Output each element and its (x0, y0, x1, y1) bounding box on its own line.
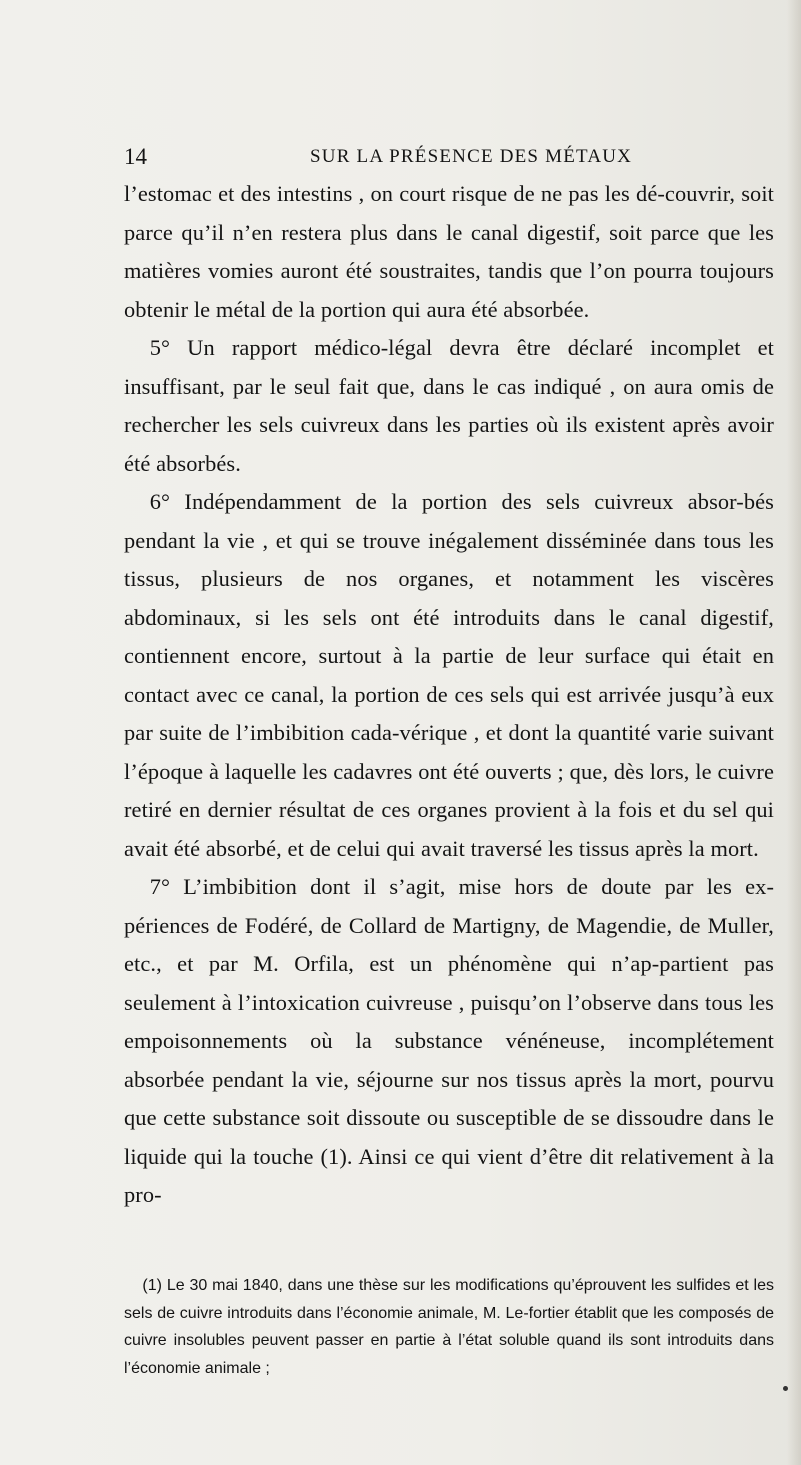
footnote: (1) Le 30 mai 1840, dans une thèse sur les modifications qu’éprouvent les sulfides et les sels de cuivre introduits dans l’économie animale, M. Le-fortier établit que les composés de cuivre insolubles peuvent passer en partie à l’état soluble quand ils sont introduits dans l’économie animale ; (124, 1277, 774, 1377)
page-header (124, 144, 774, 170)
paragraph-point-5: 5° Un rapport médico-légal devra être déclaré incomplet et insuffisant, par le seul fait que, dans le cas indiqué , on aura omis de rechercher les sels cuivreux dans les parties où ils existent après avoir été absorbés. (124, 335, 774, 476)
paragraph-point-6: 6° Indépendamment de la portion des sels cuivreux absor-bés pendant la vie , et qui se trouve inégalement disséminée dans tous les tissus, plusieurs de nos organes, et notamment les viscères abdominaux, si les sels ont été introduits dans le canal digestif, contiennent encore, surtout à la partie de leur surface qui était en contact avec ce canal, la portion de ces sels qui est arrivée jusqu’à eux par suite de l’imbibition cada-vérique , et dont la quantité varie suivant l’époque à laquelle les cadavres ont été ouverts ; que, dès lors, le cuivre retiré en dernier résultat de ces organes provient à la fois et du sel qui avait été absorbé, et de celui qui avait traversé les tissus après la mort. (124, 489, 774, 861)
body-text (124, 175, 774, 1215)
running-head: SUR LA PRÉSENCE DES MÉTAUX (310, 146, 633, 167)
page-edge-shadow (787, 0, 801, 1465)
paragraph-continuation: l’estomac et des intestins , on court risque de ne pas les dé-couvrir, soit parce qu’il n’en restera plus dans le canal digestif, soit parce que les matières vomies auront été soustraites, tandis que l’on pourra toujours obtenir le métal de la portion qui aura été absorbée. (124, 181, 774, 322)
page-number: 14 (124, 144, 147, 169)
paragraph-point-7: 7° L’imbibition dont il s’agit, mise hors de doute par les ex-périences de Fodéré, de Collard de Martigny, de Magendie, de Muller, etc., et par M. Orfila, est un phénomène qui n’ap-partient pas seulement à l’intoxication cuivreuse , puisqu’on l’observe dans tous les empoisonnements où la substance vénéneuse, incomplétement absorbée pendant la vie, séjourne sur nos tissus après la mort, pourvu que cette substance soit dissoute ou susceptible de se dissoudre dans le liquide qui la touche (1). Ainsi ce qui vient d’être dit relativement à la pro- (124, 874, 774, 1207)
ink-speck (783, 1386, 788, 1391)
